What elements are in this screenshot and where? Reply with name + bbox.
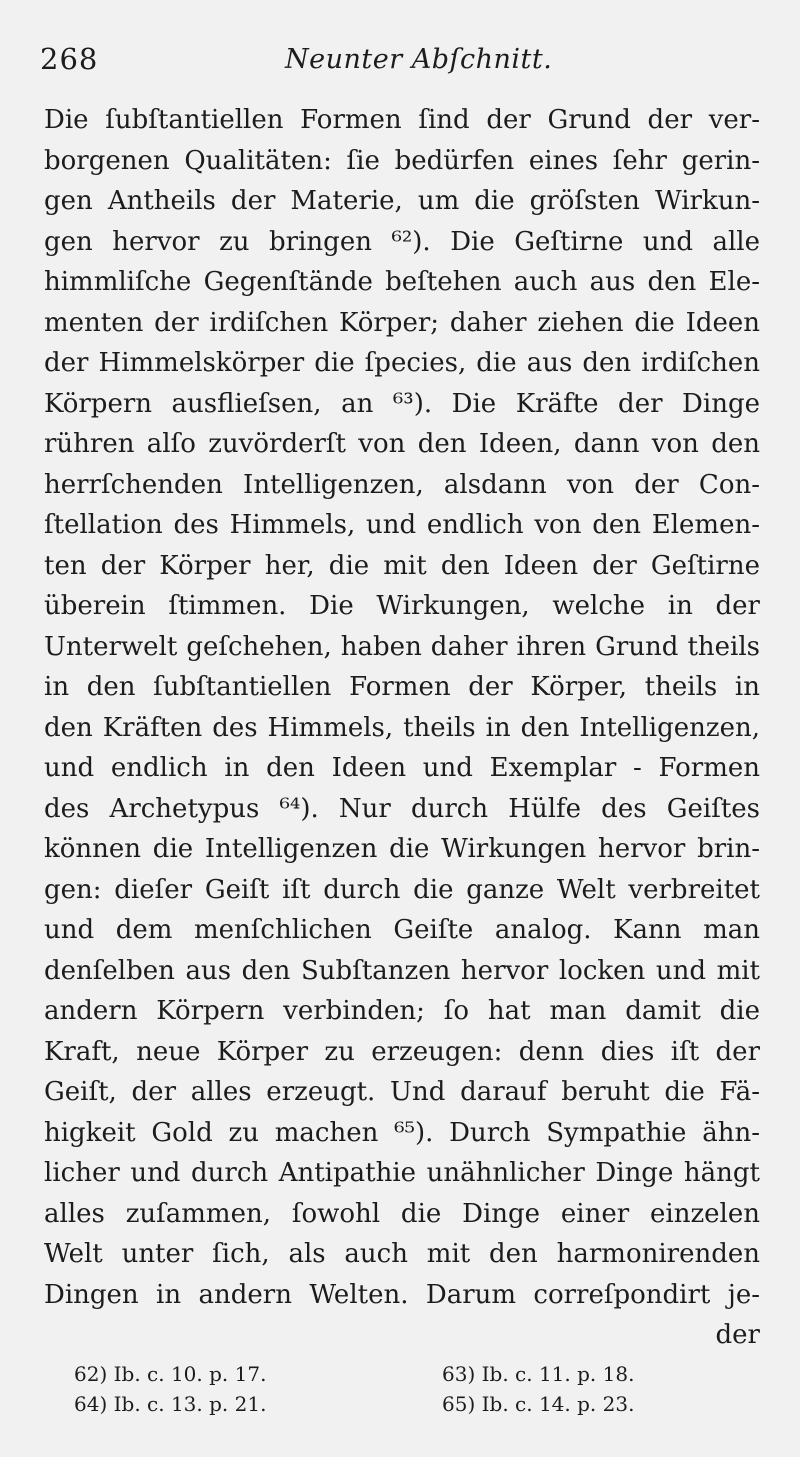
text-line: den Kräften des Himmels, theils in den Intelligenzen, [44, 712, 760, 743]
text-line: rühren alſo zuvörderſt von den Ideen, dann von den [44, 429, 760, 459]
text-line: himmliſche Gegenſtände beſtehen auch aus den Ele- [44, 267, 760, 297]
text-line: herrſchenden Intelligenzen, alsdann von der Con- [44, 469, 760, 500]
text-line: Körpern ausflieſsen, an ⁶³). Die Kräfte der Dinge [44, 388, 760, 419]
text-line: in den ſubſtantiellen Formen der Körper, theils in [44, 672, 760, 702]
text-line: des Archetypus ⁶⁴). Nur durch Hülfe des Geiſtes [44, 793, 760, 824]
text-line: denſelben aus den Subſtanzen hervor locken und mit [44, 955, 760, 986]
text-line: überein ſtimmen. Die Wirkungen, welche in der [44, 591, 760, 621]
page-number: 268 [40, 42, 99, 76]
text-line: ten der Körper her, die mit den Ideen der Geſtirne [44, 550, 760, 581]
page-header [40, 42, 760, 82]
text-line: higkeit Gold zu machen ⁶⁵). Durch Sympathie ähn- [44, 1117, 760, 1148]
text-line: Unterwelt geſchehen, haben daher ihren Grund theils [44, 631, 760, 662]
text-line: licher und durch Antipathie unähnlicher Dinge hängt [44, 1158, 760, 1188]
text-line: der Himmelskörper die ſpecies, die aus den irdiſchen [44, 348, 760, 378]
text-line: menten der irdiſchen Körper; daher ziehen die Ideen [44, 307, 760, 338]
text-line: borgenen Qualitäten: ſie bedürfen eines ſehr gerin- [44, 145, 760, 176]
text-line: gen Antheils der Materie, um die gröſsten Wirkun- [44, 186, 760, 216]
text-line: und endlich in den Ideen und Exemplar - Formen [44, 753, 760, 783]
body-text [44, 100, 760, 1356]
text-line: Geiſt, der alles erzeugt. Und darauf beruht die Fä- [44, 1077, 760, 1107]
text-line: ſtellation des Himmels, und endlich von den Elemen- [44, 510, 760, 540]
text-line: alles zuſammen, ſowohl die Dinge einer einzelen [44, 1198, 760, 1229]
running-head: Neunter Abſchnitt. [285, 44, 553, 75]
text-line: gen: dieſer Geiſt iſt durch die ganze Welt verbreitet [44, 874, 760, 905]
footnote-62: 62) Ib. c. 10. p. 17. [74, 1362, 267, 1386]
text-line: Dingen in andern Welten. Darum correſpondirt je- [44, 1279, 760, 1310]
text-line: Kraft, neue Körper zu erzeugen: denn dies iſt der [44, 1036, 760, 1067]
text-line: andern Körpern verbinden; ſo hat man damit die [44, 996, 760, 1026]
text-line: und dem menſchlichen Geiſte analog. Kann man [44, 915, 760, 945]
text-line: Welt unter ſich, als auch mit den harmonirenden [44, 1239, 760, 1269]
text-line: gen hervor zu bringen ⁶²). Die Geſtirne und alle [44, 226, 760, 257]
footnote-63: 63) Ib. c. 11. p. 18. [442, 1362, 635, 1386]
footnote-64: 64) Ib. c. 13. p. 21. [74, 1392, 267, 1416]
text-line: können die Intelligenzen die Wirkungen hervor brin- [44, 834, 760, 864]
footnote-65: 65) Ib. c. 14. p. 23. [442, 1392, 635, 1416]
catchword: der [715, 1320, 760, 1350]
text-line: Die ſubſtantiellen Formen ſind der Grund der ver- [44, 105, 760, 135]
